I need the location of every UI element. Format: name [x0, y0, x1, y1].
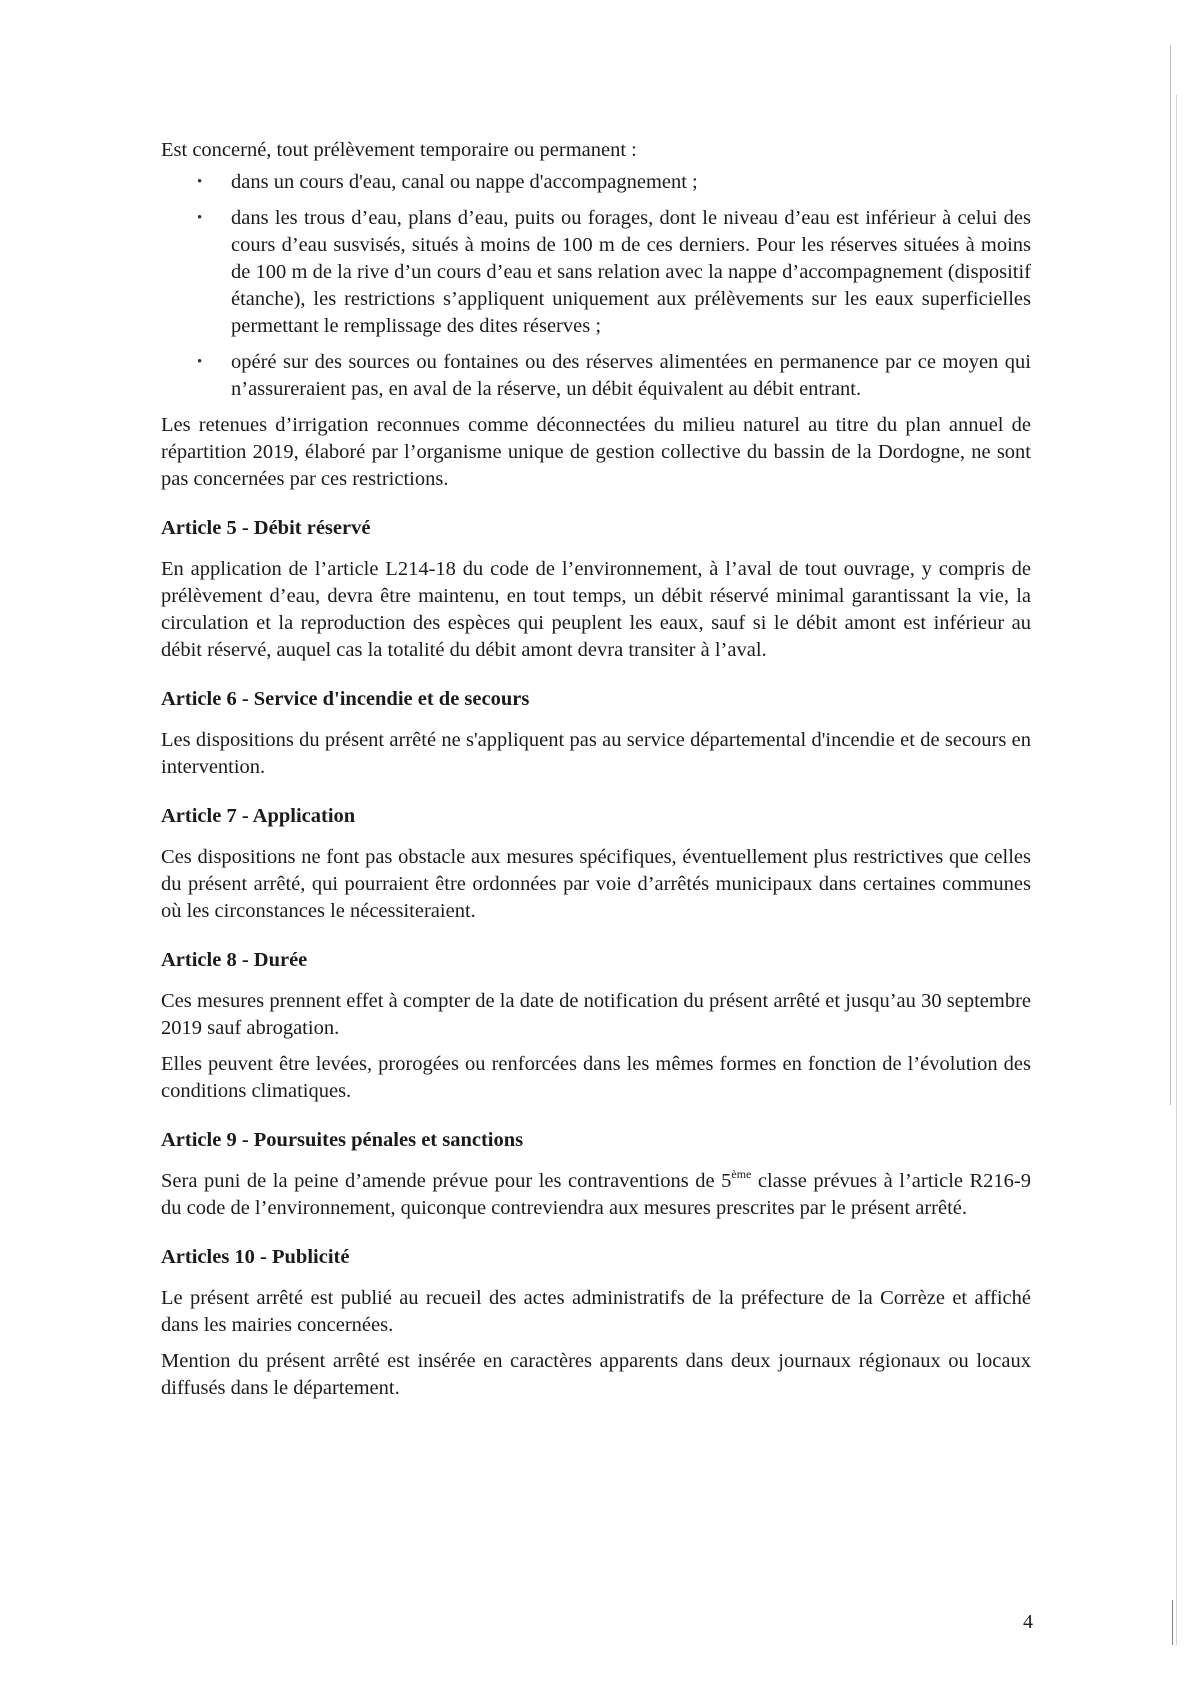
article-9-text-start: Sera puni de la peine d’amende prévue pour les contraventions de 5	[161, 1170, 732, 1192]
ordinal-superscript: ème	[731, 1167, 752, 1181]
bullet-dot-icon: •	[197, 210, 203, 226]
retenues-paragraph: Les retenues d’irrigation reconnues comme déconnectées du milieu naturel au titre du plan annuel de répartition 2019, élaboré par l’organisme unique de gestion collective du bassin de la Dordogne, ne sont pas concernées par ces restrictions.	[161, 414, 1031, 490]
article-10-paragraph-1: Le présent arrêté est publié au recueil des actes administratifs de la préfecture de la Corrèze et affiché dans les mairies concernées.	[161, 1287, 1031, 1336]
article-10-paragraph-2: Mention du présent arrêté est insérée en caractères apparents dans deux journaux régionaux ou locaux diffusés dans le département.	[161, 1350, 1031, 1399]
article-9-heading: Article 9 - Poursuites pénales et sanctions	[161, 1129, 524, 1151]
article-5-heading: Article 5 - Débit réservé	[161, 517, 371, 539]
article-8-paragraph-2: Elles peuvent être levées, prorogées ou renforcées dans les mêmes formes en fonction de l’évolution des conditions climatiques.	[161, 1053, 1031, 1102]
article-7-paragraph: Ces dispositions ne font pas obstacle aux mesures spécifiques, éventuellement plus restrictives que celles du présent arrêté, qui pourraient être ordonnées par voie d’arrêtés municipaux dans certaines communes où les circonstances le nécessiteraient.	[161, 846, 1031, 922]
article-8-heading: Article 8 - Durée	[161, 949, 308, 971]
list-item-text: dans un cours d'eau, canal ou nappe d'accompagnement ;	[231, 171, 698, 193]
article-7-heading: Article 7 - Application	[161, 805, 356, 827]
list-item-text: opéré sur des sources ou fontaines ou des réserves alimentées en permanence par ce moyen qui n’assureraient pas, en aval de la réserve, un débit équivalent au débit entrant.	[231, 351, 1031, 400]
list-item	[161, 205, 1031, 340]
bullet-list	[161, 169, 1031, 403]
bullet-dot-icon: •	[197, 354, 203, 370]
page-number: 4	[1023, 1611, 1033, 1633]
article-9-text-end: classe prévues à l’article R216-9 du code de l’environnement, quiconque contreviendra aux mesures prescrites par le présent arrêté.	[161, 1170, 1032, 1219]
article-9-paragraph	[161, 1168, 1031, 1222]
article-5-paragraph: En application de l’article L214-18 du code de l’environnement, à l’aval de tout ouvrage, y compris de prélèvement d’eau, devra être maintenu, en tout temps, un débit réservé minimal garantissant la vie, la circulation et la reproduction des espèces qui peuplent les eaux, sauf si le débit amont est inférieur au débit réservé, auquel cas la totalité du débit amont devra transiter à l’aval.	[161, 558, 1031, 661]
scan-edge-line	[1172, 1600, 1173, 1645]
scan-edge-line	[1176, 95, 1177, 1645]
article-6-paragraph: Les dispositions du présent arrêté ne s'appliquent pas au service départemental d'incendie et de secours en intervention.	[161, 729, 1031, 778]
scan-edge-line	[1170, 45, 1171, 1105]
intro-text: Est concerné, tout prélèvement temporaire ou permanent :	[161, 139, 637, 161]
article-10-heading: Articles 10 - Publicité	[161, 1246, 350, 1268]
list-item	[161, 349, 1031, 403]
document-page	[161, 137, 1031, 1411]
article-6-heading: Article 6 - Service d'incendie et de secours	[161, 688, 530, 710]
bullet-dot-icon: •	[197, 174, 203, 190]
list-item-text: dans les trous d’eau, plans d’eau, puits ou forages, dont le niveau d’eau est inférieur à celui des cours d’eau susvisés, situés à moins de 100 m de ces derniers. Pour les réserves situées à moins de 100 m de la rive d’un cours d’eau et sans relation avec la nappe d’accompagnement (dispositif étanche), les restrictions s’appliquent uniquement aux prélèvements sur les eaux superficielles permettant le remplissage des dites réserves ;	[231, 207, 1031, 337]
list-item	[161, 169, 1031, 196]
article-8-paragraph-1: Ces mesures prennent effet à compter de la date de notification du présent arrêté et jusqu’au 30 septembre 2019 sauf abrogation.	[161, 990, 1031, 1039]
